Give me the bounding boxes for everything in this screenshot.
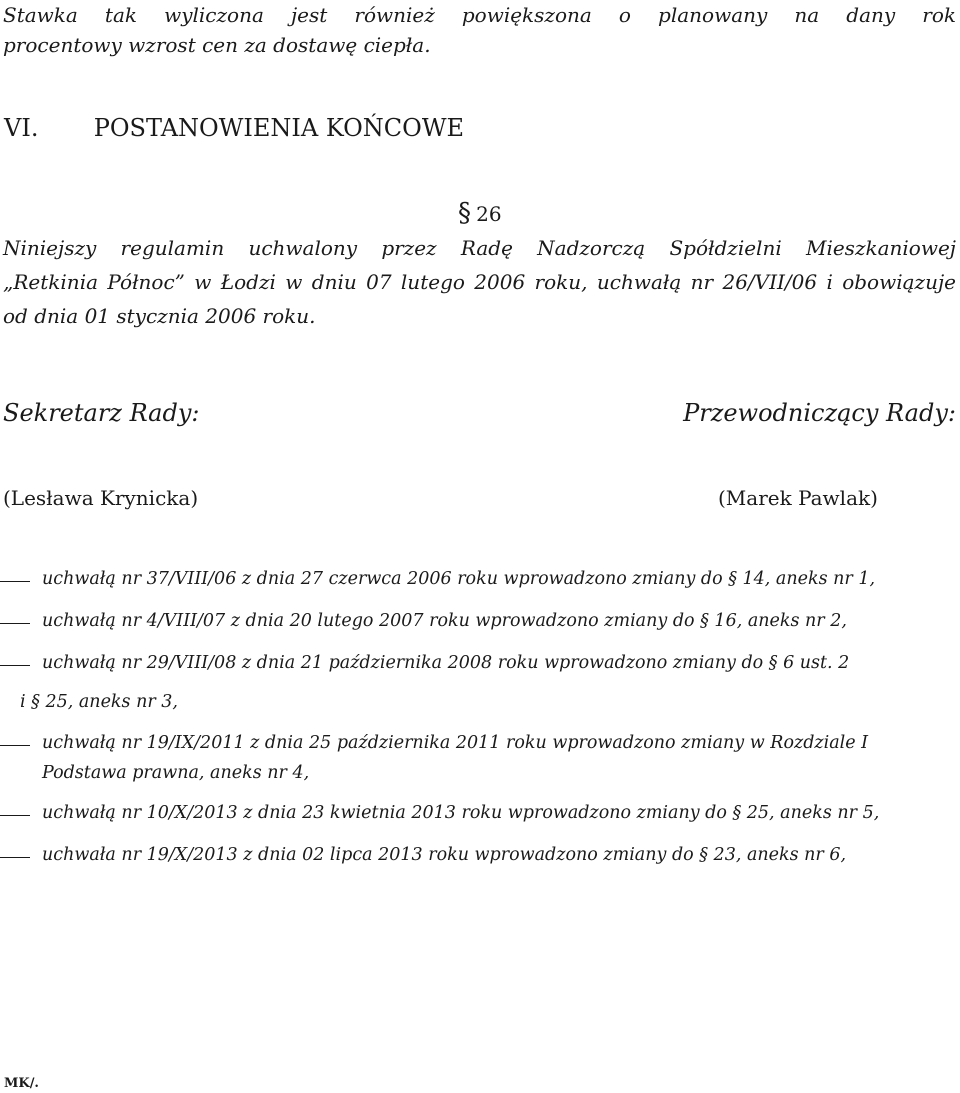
dash-bullet-icon — [0, 581, 30, 582]
dash-bullet-icon — [0, 623, 30, 624]
amendment-text: uchwałą nr 37/VIII/06 z dnia 27 czerwca 2006 roku wprowadzono zmiany do § 14, aneks nr 1, — [42, 569, 876, 589]
amendment-text: uchwała nr 19/X/2013 z dnia 02 lipca 2013 roku wprowadzono zmiany do § 23, aneks nr 6, — [42, 845, 847, 865]
section-number: VI. — [4, 114, 39, 142]
signature-right-title: Przewodniczący Rady: — [683, 399, 956, 427]
intro-line-2: procentowy wzrost cen za dostawę ciepła. — [3, 33, 431, 57]
paragraph-line-3: od dnia 01 stycznia 2006 roku. — [3, 304, 316, 328]
amendment-text: uchwałą nr 19/IX/2011 z dnia 25 października 2011 roku wprowadzono zmiany w Rozdziale I — [42, 733, 869, 753]
signature-left-name: (Lesława Krynicka) — [3, 486, 199, 510]
paragraph-number: 26 — [476, 202, 502, 226]
signature-right-name: (Marek Pawlak) — [718, 486, 878, 510]
amendment-text: uchwałą nr 4/VIII/07 z dnia 20 lutego 2007 roku wprowadzono zmiany do § 16, aneks nr 2, — [42, 611, 847, 631]
signature-left-title: Sekretarz Rady: — [3, 399, 200, 427]
amendment-text: uchwałą nr 10/X/2013 z dnia 23 kwietnia 2013 roku wprowadzono zmiany do § 25, aneks nr 5, — [42, 803, 880, 823]
section-title: POSTANOWIENIA KOŃCOWE — [93, 114, 464, 142]
dash-bullet-icon — [0, 665, 30, 666]
intro-line-1: Stawka tak wyliczona jest również powiększona o planowany na dany rok — [3, 3, 956, 27]
list-item — [0, 650, 958, 720]
paragraph-line-1: Niniejszy regulamin uchwalony przez Radę Nadzorczą Spółdzielni Mieszkaniowej — [3, 236, 956, 260]
list-item — [0, 842, 958, 874]
paragraph-line-2: „Retkinia Północ” w Łodzi w dniu 07 lutego 2006 roku, uchwałą nr 26/VII/06 i obowiązuje — [3, 270, 956, 294]
list-item — [0, 730, 958, 794]
list-item — [0, 566, 958, 598]
dash-bullet-icon — [0, 857, 30, 858]
dash-bullet-icon — [0, 745, 30, 746]
footer-initials: MK/. — [4, 1076, 39, 1091]
list-item — [0, 800, 958, 832]
paragraph-heading — [458, 198, 502, 232]
amendment-continuation: i § 25, aneks nr 3, — [20, 692, 178, 712]
section-heading — [4, 112, 464, 144]
dash-bullet-icon — [0, 815, 30, 816]
amendment-text: uchwałą nr 29/VIII/08 z dnia 21 października 2008 roku wprowadzono zmiany do § 6 ust. 2 — [42, 653, 850, 673]
section-sign-icon: § — [458, 198, 471, 228]
amendment-continuation: Podstawa prawna, aneks nr 4, — [42, 763, 310, 783]
list-item — [0, 608, 958, 640]
